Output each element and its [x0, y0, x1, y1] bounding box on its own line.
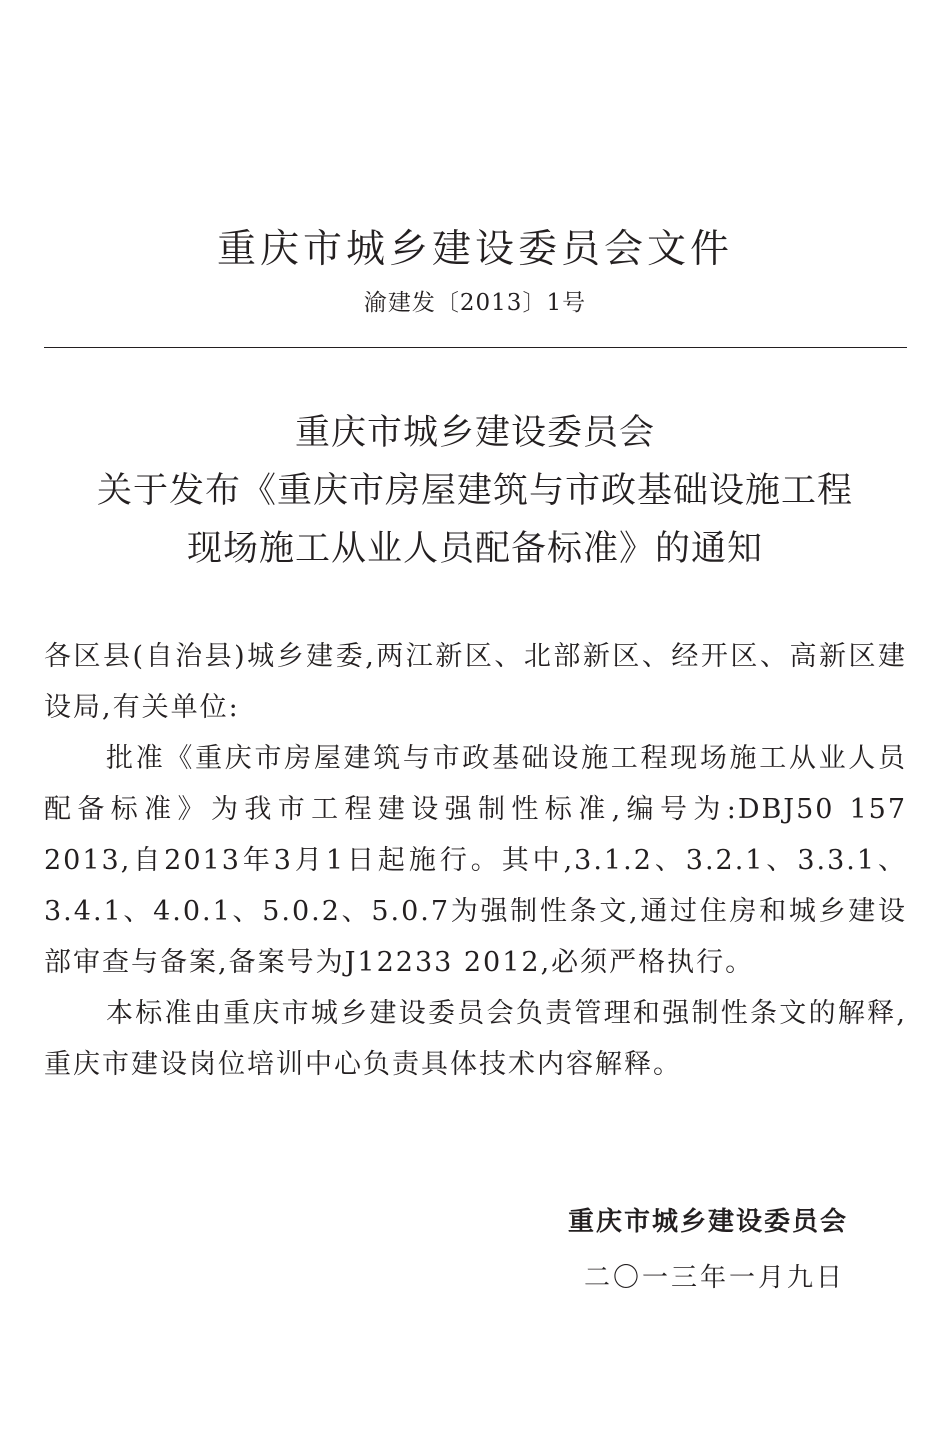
- notice-title: [0, 404, 950, 578]
- document-header: [0, 222, 950, 320]
- title-line-3: 现场施工从业人员配备标准》的通知: [186, 529, 763, 569]
- signature-block: [560, 1194, 890, 1306]
- addressee: 各区县(自治县)城乡建委,两江新区、北部新区、经开区、高新区建设局,有关单位:: [44, 641, 907, 723]
- signature-organization: 重庆市城乡建设委员会: [568, 1207, 849, 1237]
- signature-date: 二〇一三年一月九日: [584, 1263, 846, 1293]
- issuer-title: 重庆市城乡建设委员会文件: [216, 227, 733, 272]
- notice-body: [44, 631, 907, 1090]
- body-paragraph-1: 批准《重庆市房屋建筑与市政基础设施工程现场施工从业人员配备标准》为我市工程建设强制性标准,编号为:DBJ50 157 2013,自2013年3月1日起施行。其中,3.1.2、3.2.1、3.3.1、3.4.1、4.0.1、5.0.2、5.0.7为强制性条文,通过住房和城乡建设部审查与备案,备案号为J12233 2012,必须严格执行。: [44, 743, 907, 978]
- title-line-2: 关于发布《重庆市房屋建筑与市政基础设施工程: [96, 471, 853, 511]
- body-paragraph-2: 本标准由重庆市城乡建设委员会负责管理和强制性条文的解释,重庆市建设岗位培训中心负责具体技术内容解释。: [44, 998, 907, 1080]
- header-divider: [44, 347, 907, 348]
- title-line-1: 重庆市城乡建设委员会: [294, 413, 655, 453]
- document-number: 渝建发〔2013〕1号: [363, 290, 587, 316]
